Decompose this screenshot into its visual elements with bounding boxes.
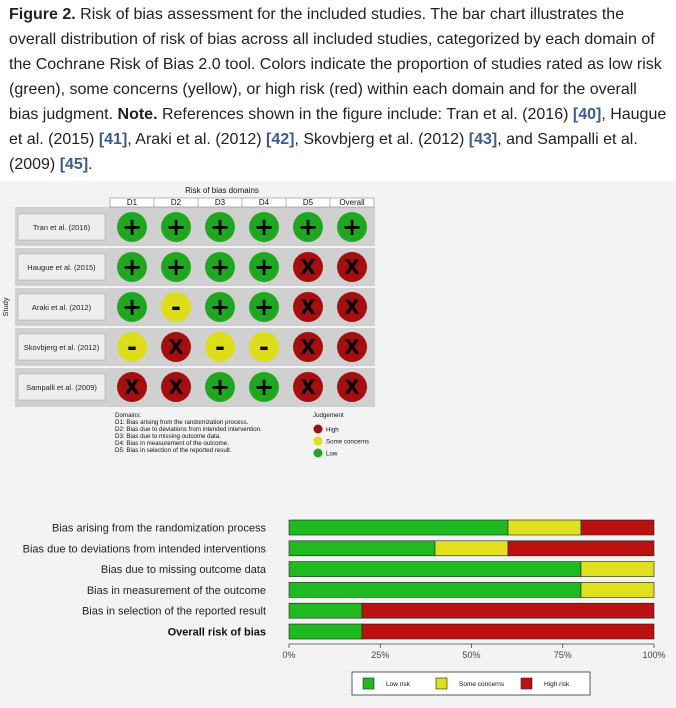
reference-link-45[interactable]: [45] — [59, 156, 89, 173]
traffic-light-title: Risk of bias domains — [185, 186, 259, 195]
reference-link-41[interactable]: [41] — [98, 131, 128, 148]
judgement-cell — [249, 332, 279, 362]
bar-category-label: Bias in selection of the reported result — [81, 605, 266, 618]
judgement-legend-label: Some concerns — [326, 438, 369, 446]
judgement-cell — [337, 332, 367, 362]
bar-category-label: Bias arising from the randomization process — [52, 522, 266, 535]
judgement-symbol: + — [209, 253, 231, 281]
column-label: D5 — [302, 198, 314, 207]
bar-segment-high — [581, 520, 654, 535]
bar-segment-some — [581, 582, 654, 597]
domains-legend-title: Domains: — [115, 412, 142, 419]
caption-figure-label: Figure 2. — [9, 6, 76, 23]
judgement-symbol: X — [344, 335, 360, 359]
judgement-cell — [293, 292, 323, 322]
bar-legend-swatch-low — [363, 678, 374, 689]
reference-link-42[interactable]: [42] — [266, 131, 295, 148]
judgement-symbol: - — [259, 333, 269, 361]
judgement-symbol: + — [165, 253, 187, 281]
caption-text: . — [88, 156, 93, 173]
judgement-symbol: - — [127, 333, 137, 361]
judgement-cell — [117, 252, 147, 282]
judgement-symbol: + — [253, 293, 275, 321]
bar-segment-low — [289, 603, 362, 618]
judgement-cell — [117, 292, 147, 322]
bar-legend-swatch-high — [521, 678, 532, 689]
judgement-symbol: + — [297, 213, 319, 241]
judgement-cell — [249, 252, 279, 282]
bar-legend-label: Low risk — [386, 681, 410, 688]
judgement-symbol: X — [124, 375, 140, 399]
column-label: D4 — [258, 198, 270, 207]
x-axis-tick-label: 75% — [553, 650, 572, 660]
judgement-legend-dot-some — [314, 437, 323, 446]
judgement-symbol: X — [168, 335, 184, 359]
judgement-symbol: - — [215, 333, 225, 361]
judgement-cell — [161, 252, 191, 282]
bar-segment-low — [289, 520, 508, 535]
bar-segment-low — [289, 582, 581, 597]
judgement-cell — [293, 252, 323, 282]
judgement-cell — [117, 212, 147, 242]
judgement-cell — [205, 292, 235, 322]
domains-legend-item: D3: Bias due to missing outcome data. — [115, 433, 221, 440]
judgement-symbol: X — [300, 255, 316, 279]
bar-segment-high — [362, 603, 654, 618]
judgement-legend-label: High — [326, 426, 339, 434]
judgement-cell — [337, 252, 367, 282]
caption-text: , Araki et al. (2012) — [127, 131, 267, 148]
caption-text: , and Sampalli et al. (2009) — [9, 131, 638, 173]
column-label: D3 — [214, 198, 226, 207]
judgement-cell — [205, 372, 235, 402]
judgement-symbol: X — [344, 295, 360, 319]
judgement-symbol: + — [209, 293, 231, 321]
column-label: D1 — [126, 198, 138, 207]
reference-link-40[interactable]: [40] — [572, 106, 602, 123]
bar-category-label: Bias in measurement of the outcome — [86, 584, 266, 597]
judgement-symbol: + — [253, 253, 275, 281]
bar-legend-label: Some concerns — [459, 681, 505, 688]
bar-category-label: Bias due to deviations from intended interventions — [22, 543, 266, 556]
judgement-symbol: + — [253, 373, 275, 401]
judgement-symbol: - — [171, 293, 181, 321]
judgement-cell — [293, 212, 323, 242]
bar-category-label: Overall risk of bias — [167, 626, 266, 639]
judgement-symbol: + — [121, 213, 143, 241]
judgement-cell — [293, 372, 323, 402]
column-label: D2 — [170, 198, 182, 207]
judgement-cell — [161, 332, 191, 362]
judgement-symbol: X — [344, 375, 360, 399]
judgement-symbol: + — [341, 213, 363, 241]
judgement-cell — [117, 332, 147, 362]
bar-legend-label: High risk — [544, 681, 570, 688]
x-axis-tick-label: 0% — [282, 650, 296, 660]
caption-text: , Skovbjerg et al. (2012) — [294, 131, 469, 148]
judgement-symbol: X — [168, 375, 184, 399]
judgement-cell — [337, 292, 367, 322]
judgement-symbol: + — [253, 213, 275, 241]
bar-segment-some — [435, 541, 508, 556]
judgement-symbol: X — [300, 375, 316, 399]
domains-legend-item: D2: Bias due to deviations from intended intervention. — [115, 426, 262, 433]
reference-link-43[interactable]: [43] — [468, 131, 498, 148]
judgement-legend-dot-low — [314, 449, 323, 458]
judgement-symbol: + — [165, 213, 187, 241]
risk-of-bias-figure — [0, 181, 676, 708]
judgement-symbol: X — [344, 255, 360, 279]
bar-segment-low — [289, 624, 362, 639]
bar-segment-low — [289, 562, 581, 577]
judgement-cell — [337, 212, 367, 242]
judgement-cell — [249, 212, 279, 242]
study-label: Araki et al. (2012) — [31, 303, 92, 312]
study-label: Haugue et al. (2015) — [27, 263, 96, 272]
caption-note-label: Note. — [117, 106, 158, 123]
x-axis-tick-label: 25% — [371, 650, 390, 660]
judgement-symbol: + — [121, 293, 143, 321]
figure-image — [0, 181, 676, 708]
domains-legend-item: D4: Bias in measurement of the outcome. — [115, 440, 229, 447]
judgement-symbol: + — [209, 213, 231, 241]
bar-legend-swatch-some — [436, 678, 447, 689]
figure-caption — [0, 0, 676, 181]
domains-legend-item: D5: Bias in selection of the reported result. — [115, 447, 232, 454]
bar-category-label: Bias due to missing outcome data — [100, 564, 266, 577]
bar-segment-some — [508, 520, 581, 535]
study-label: Tran et al. (2016) — [32, 223, 91, 232]
judgement-legend-title: Judgement — [313, 412, 344, 419]
judgement-cell — [205, 212, 235, 242]
judgement-cell — [205, 332, 235, 362]
judgement-cell — [205, 252, 235, 282]
column-label: Overall — [339, 198, 365, 207]
judgement-cell — [161, 372, 191, 402]
judgement-cell — [293, 332, 323, 362]
judgement-cell — [249, 372, 279, 402]
judgement-legend-label: Low — [326, 450, 338, 458]
judgement-cell — [117, 372, 147, 402]
bar-segment-some — [581, 562, 654, 577]
judgement-cell — [249, 292, 279, 322]
judgement-cell — [161, 212, 191, 242]
bar-segment-high — [508, 541, 654, 556]
caption-text: , Haugue et al. (2015) — [9, 106, 667, 148]
caption-text: References shown in the figure include: Tran et al. (2016) — [157, 106, 573, 123]
judgement-symbol: + — [209, 373, 231, 401]
bar-segment-low — [289, 541, 435, 556]
judgement-cell — [161, 292, 191, 322]
x-axis-tick-label: 100% — [642, 650, 666, 660]
y-axis-label: Study — [1, 297, 10, 317]
judgement-cell — [337, 372, 367, 402]
domains-legend-item: D1: Bias arising from the randomization process. — [115, 419, 249, 426]
study-label: Skovbjerg et al. (2012) — [23, 343, 100, 352]
bar-segment-high — [362, 624, 654, 639]
study-label: Sampalli et al. (2009) — [26, 383, 97, 392]
judgement-symbol: X — [300, 295, 316, 319]
judgement-symbol: X — [300, 335, 316, 359]
caption-text: Risk of bias assessment for the included studies. The bar chart illustrates the overall distribution of risk of bias across all included studies, categorized by each domain of the Cochrane Risk of Bias 2.0 tool. Colors indicate the proportion of studies rated as low risk (green), some concerns (yellow), or high risk (red) within each domain and for the overall bias judgment. — [9, 6, 662, 123]
x-axis-tick-label: 50% — [462, 650, 481, 660]
judgement-symbol: + — [121, 253, 143, 281]
judgement-legend-dot-high — [314, 425, 323, 434]
